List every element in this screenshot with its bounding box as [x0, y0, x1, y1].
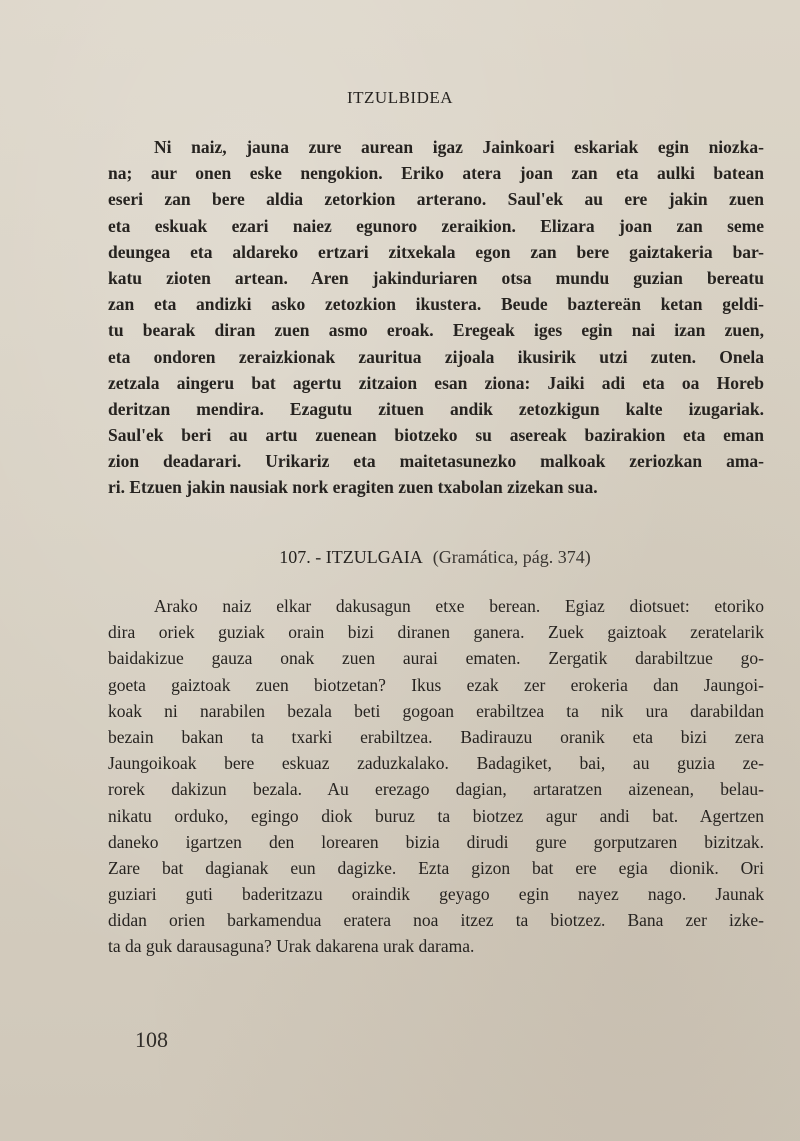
text-line: eta ondoren zeraizkionak zauritua zijoala ikusirik utzi zuten. Onela — [108, 346, 764, 367]
text-line: goeta gaiztoak zuen biotzetan? Ikus ezak zer erokeria dan Jaungoi- — [108, 674, 764, 695]
text-line: dira oriek guziak orain bizi diranen ganera. Zuek gaiztoak zeratelarik — [108, 622, 764, 643]
text-line: daneko igartzen den lorearen bizia dirudi gure gorputzaren bizitzak. — [108, 831, 764, 852]
text-line: ri. Etzuen jakin nausiak nork eragiten zuen txabolan zizekan sua. — [108, 477, 598, 498]
text-line: katu zioten artean. Aren jakinduriaren otsa mundu guzian bereatu — [108, 267, 764, 288]
text-line: eta eskuak ezari naiez egunoro zeraikion. Elizara joan zan seme — [108, 215, 764, 236]
text-line: baidakizue gauza onak zuen aurai ematen. Zergatik darabiltzue go- — [108, 648, 764, 669]
text-line: deritzan mendira. Ezagutu zituen andik zetozkigun kalte izugariak. — [108, 398, 764, 419]
text-line: deungea eta aldareko ertzari zitxekala egon zan bere gaiztakeria bar- — [108, 241, 764, 262]
paragraph-exercise — [108, 593, 764, 960]
text-line: na; aur onen eske nengokion. Eriko atera joan zan eta aulki batean — [108, 163, 764, 184]
section-heading — [0, 547, 800, 568]
text-line: rorek dakizun bezala. Au erezago dagian, artaratzen aizenean, belau- — [108, 779, 764, 800]
text-line: zion deadarari. Urikariz eta maitetasunezko malkoak zeriozkan ama- — [108, 451, 764, 472]
text-line: tu bearak diran zuen asmo eroak. Eregeak iges egin nai izan zuen, — [108, 320, 764, 341]
text-line: eseri zan bere aldia zetorkion arterano. Saul'ek au ere jakin zuen — [108, 189, 764, 210]
text-line: guziari guti baderitzazu oraindik geyago egin nayez nago. Jaunak — [108, 884, 764, 905]
text-line: Saul'ek beri au artu zuenean biotzeko su asereak bazirakion eta eman — [108, 425, 764, 446]
text-line: Arako naiz elkar dakusagun etxe berean. Egiaz diotsuet: etoriko — [154, 596, 764, 616]
page-header-title: ITZULBIDEA — [346, 88, 454, 107]
section-number-title: 107. - ITZULGAIA — [279, 547, 423, 567]
text-line: bezain bakan ta txarki erabiltzea. Badirauzu oranik eta bizi zera — [108, 726, 764, 747]
grammar-reference: (Gramática, pág. 374) — [432, 547, 591, 567]
text-line: koak ni narabilen bezala beti gogoan erabiltzea ta nik ura darabildan — [108, 700, 764, 721]
text-line: Zare bat dagianak eun dagizke. Ezta gizon bat ere egia dionik. Ori — [108, 857, 764, 878]
text-line: Ni naiz, jauna zure aurean igaz Jainkoari eskariak egin niozka- — [154, 137, 764, 157]
text-line: didan orien barkamendua eratera noa itzez ta biotzez. Bana zer izke- — [108, 910, 764, 931]
paragraph-translation — [108, 134, 764, 501]
page-number: 108 — [135, 1027, 168, 1052]
text-line: Jaungoikoak bere eskuaz zaduzkalako. Badagiket, bai, au guzia ze- — [108, 753, 764, 774]
text-line: zan eta andizki asko zetozkion ikustera. Beude baztereän ketan geldi- — [108, 294, 764, 315]
text-line: nikatu orduko, egingo diok buruz ta biotzez agur andi bat. Agertzen — [108, 805, 764, 826]
text-line: zetzala aingeru bat agertu zitzaion esan ziona: Jaiki adi eta oa Horeb — [108, 372, 764, 393]
text-line: ta da guk darausaguna? Urak dakarena urak darama. — [108, 936, 475, 957]
